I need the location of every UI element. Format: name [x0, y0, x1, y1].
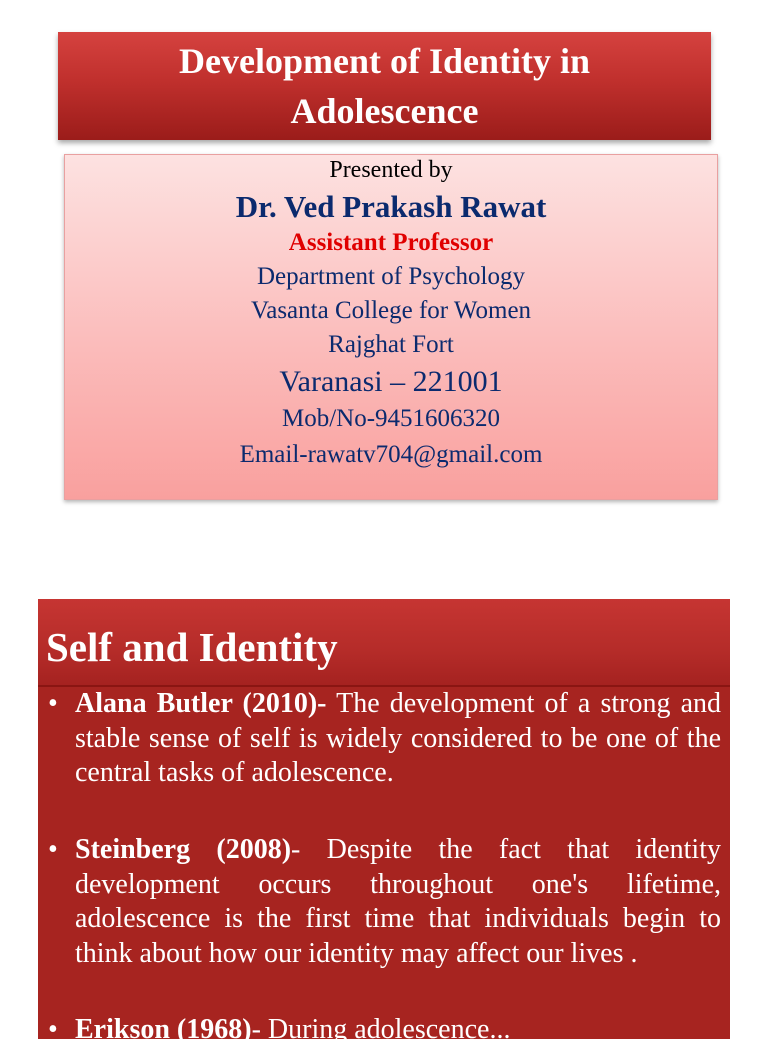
bullet-body: - Despite the fact that identity development occurs throughout one's lifetime, adolescence is the first time that individuals begin to think about how our identity may affect our lives . [75, 834, 721, 969]
presented-by-label: Presented by [329, 157, 453, 183]
bullet-author: Alana Butler (2010)- [75, 688, 327, 719]
bullet-author: Steinberg (2008) [75, 834, 292, 865]
bullet-author: Erikson (1968) [75, 1014, 252, 1045]
city: Varanasi – 221001 [279, 365, 503, 398]
presenter-role: Assistant Professor [288, 229, 494, 256]
bullet-marker: • [48, 834, 58, 865]
bullet-marker: • [48, 1014, 58, 1045]
bullet-body: - During adolescence... [251, 1014, 511, 1045]
presenter-info-box [64, 154, 718, 500]
bullet-text [75, 1013, 721, 1048]
bullet-text [75, 833, 721, 971]
slide-title-banner [58, 32, 711, 140]
college: Vasanta College for Women [250, 297, 532, 324]
slide-title-line-2: Adolescence [290, 91, 479, 131]
self-and-identity-slide [38, 599, 730, 1045]
slide-title-line-1: Development of Identity in [179, 41, 590, 81]
slide-heading: Self and Identity [46, 624, 338, 670]
department: Department of Psychology [256, 263, 525, 290]
mobile-number: Mob/No-9451606320 [281, 405, 501, 432]
bullet-marker: • [48, 688, 58, 719]
email-address: Email-rawatv704@gmail.com [239, 441, 543, 468]
bullet-text [75, 687, 721, 791]
presenter-name: Dr. Ved Prakash Rawat [235, 189, 547, 224]
bullet-body: The development of a strong and stable sense of self is widely considered to be one of the central tasks of adolescence. [75, 688, 722, 788]
slide-header-band [38, 599, 730, 687]
location: Rajghat Fort [328, 331, 454, 358]
